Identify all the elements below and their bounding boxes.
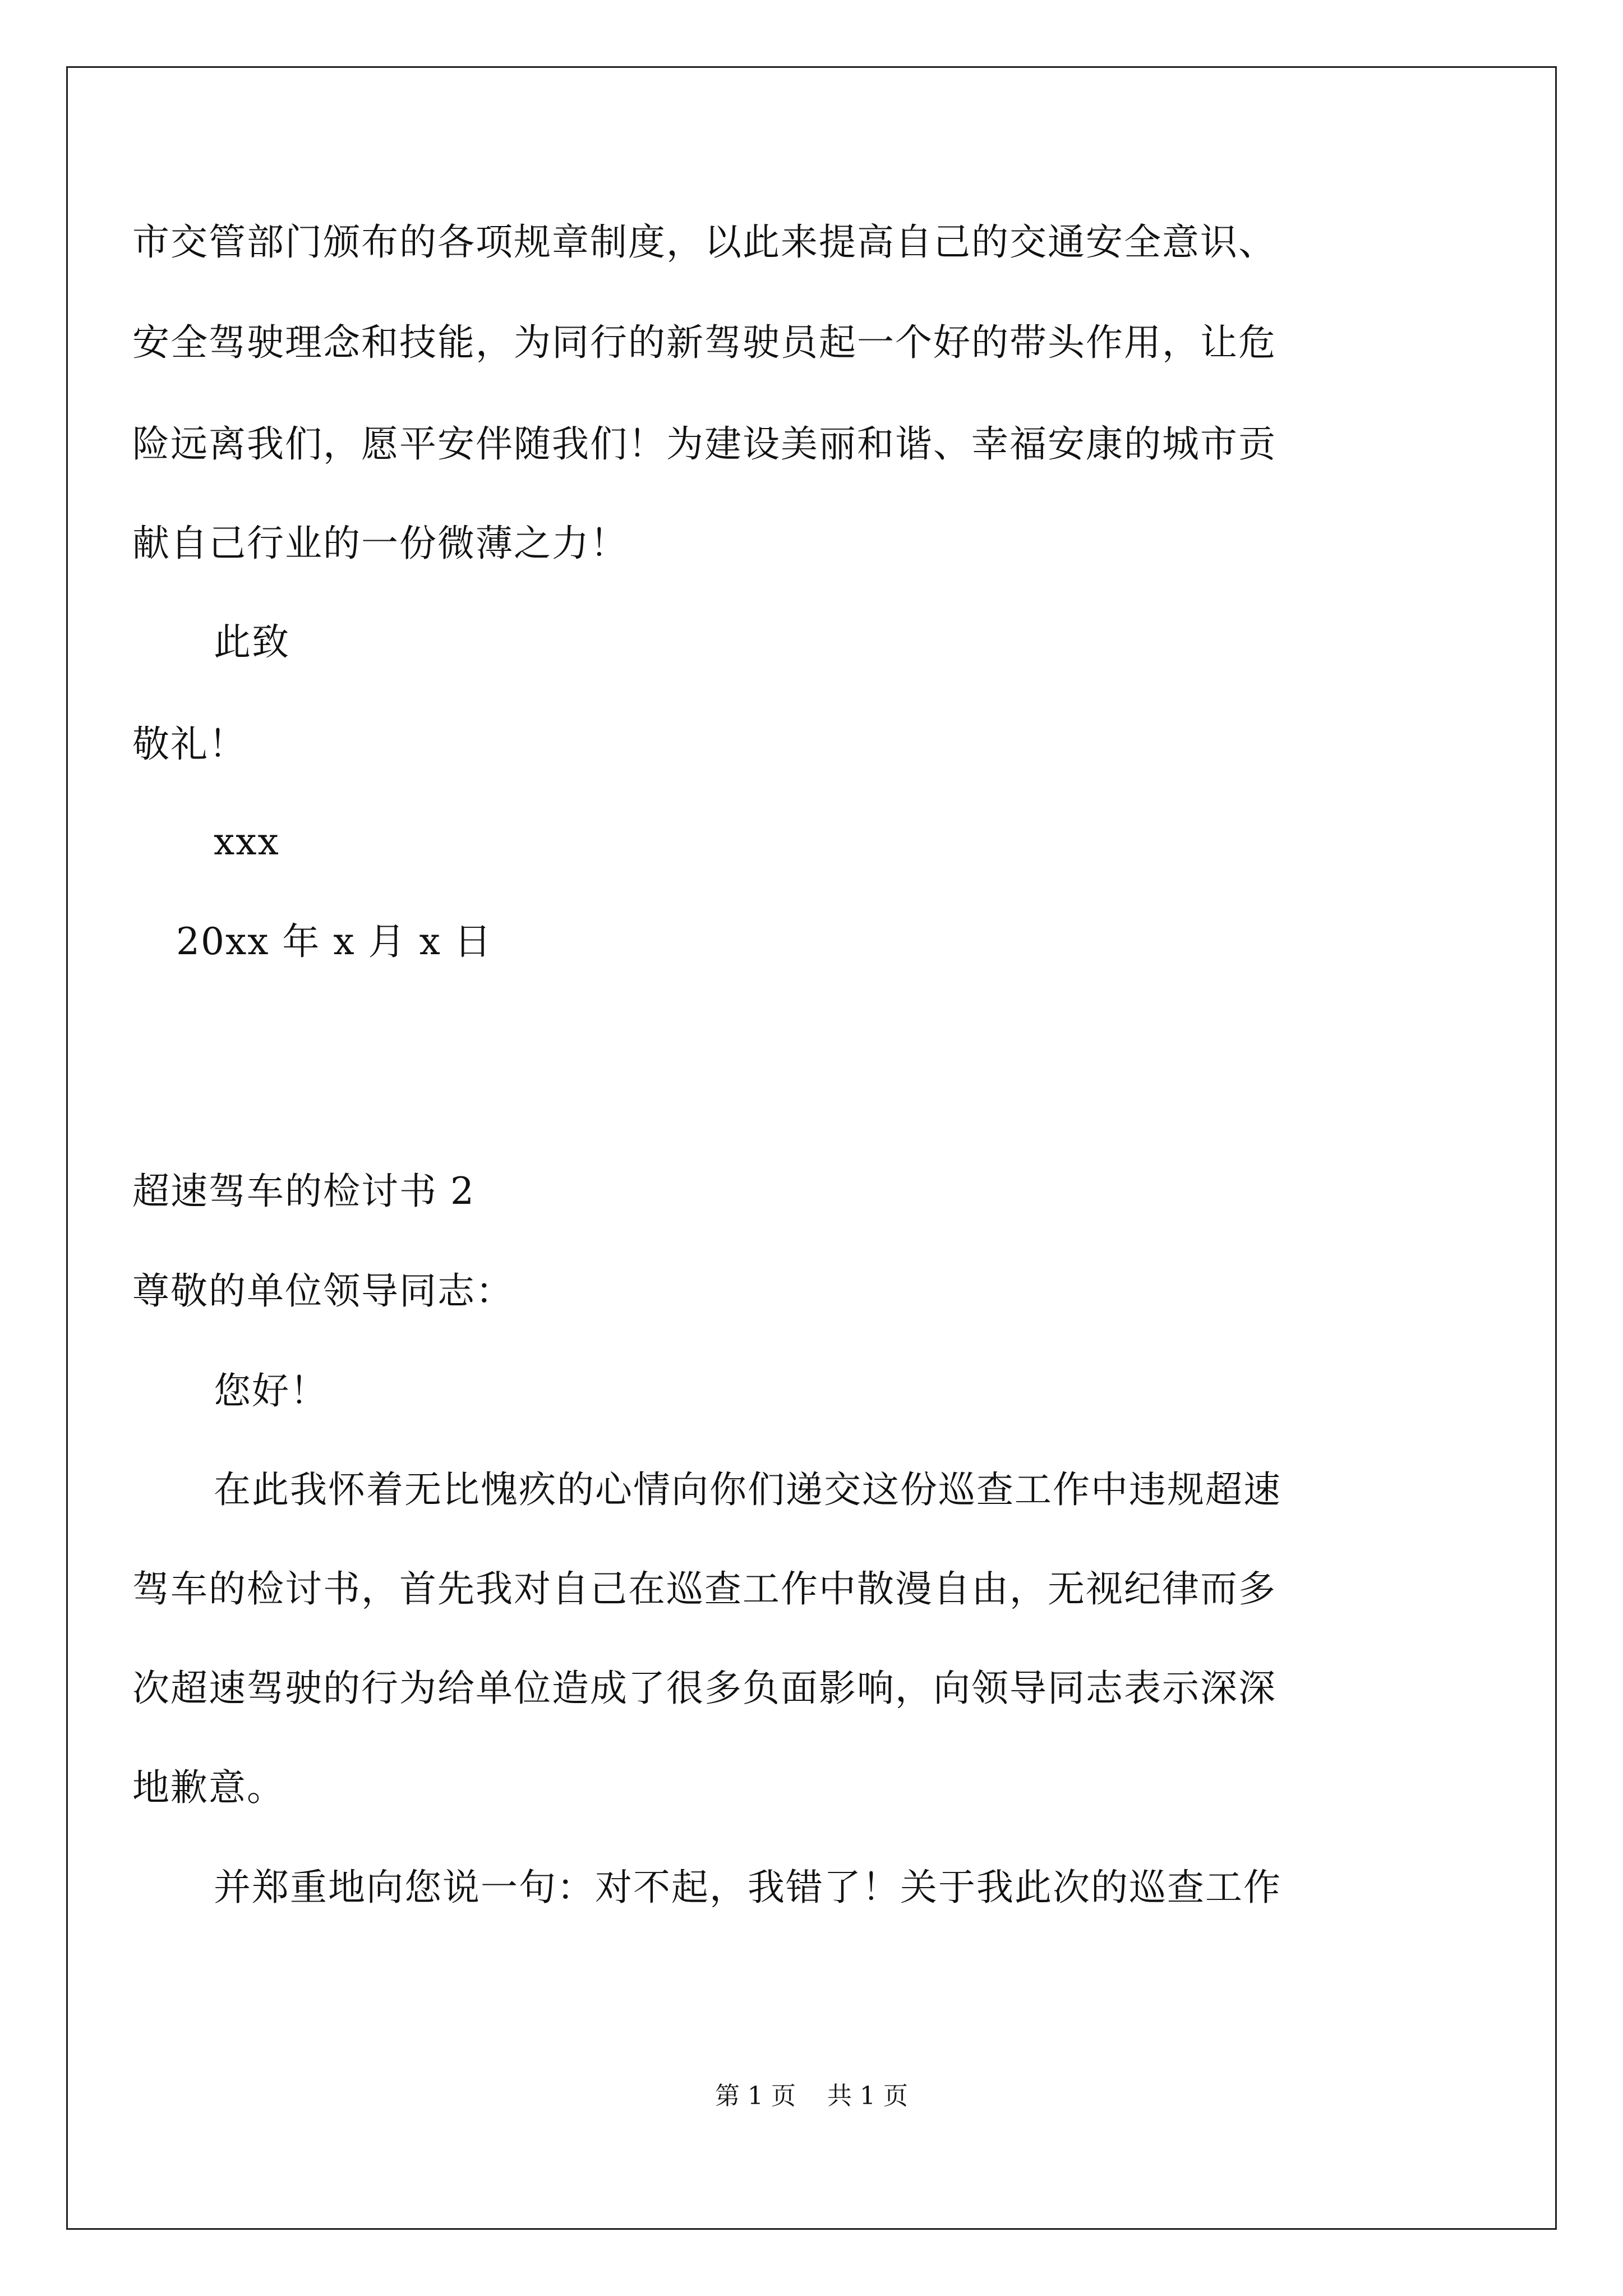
body-line: 市交管部门颁布的各项规章制度，以此来提高自己的交通安全意识、 xyxy=(132,220,1276,264)
signature-name: xxx xyxy=(214,820,280,863)
closing-regards: 敬礼！ xyxy=(132,723,247,766)
body-line: 献自己行业的一份微薄之力！ xyxy=(132,522,628,565)
letter-hello: 您好！ xyxy=(214,1369,328,1412)
body-line: 驾车的检讨书，首先我对自己在巡查工作中散漫自由，无视纪律而多 xyxy=(132,1567,1276,1611)
body-line: 险远离我们，愿平安伴随我们！为建设美丽和谐、幸福安康的城市贡 xyxy=(132,422,1276,466)
closing-salutation: 此致 xyxy=(214,620,290,664)
letter-greeting: 尊敬的单位领导同志： xyxy=(132,1269,514,1313)
page-number-total: 共 1 页 xyxy=(827,2082,908,2110)
body-line: 次超速驾驶的行为给单位造成了很多负面影响，向领导同志表示深深 xyxy=(132,1667,1276,1710)
body-line: 地歉意。 xyxy=(132,1766,285,1809)
body-line: 安全驾驶理念和技能，为同行的新驾驶员起一个好的带头作用，让危 xyxy=(132,321,1276,364)
body-line: 并郑重地向您说一句：对不起，我错了！关于我此次的巡查工作 xyxy=(214,1866,1281,1909)
section-title: 超速驾车的检讨书 2 xyxy=(132,1170,475,1213)
page-number-current: 第 1 页 xyxy=(715,2082,796,2110)
page-footer xyxy=(0,2081,1623,2111)
body-line: 在此我怀着无比愧疚的心情向你们递交这份巡查工作中违规超速 xyxy=(214,1468,1281,1511)
signature-date: 20xx 年 x 月 x 日 xyxy=(176,920,492,963)
